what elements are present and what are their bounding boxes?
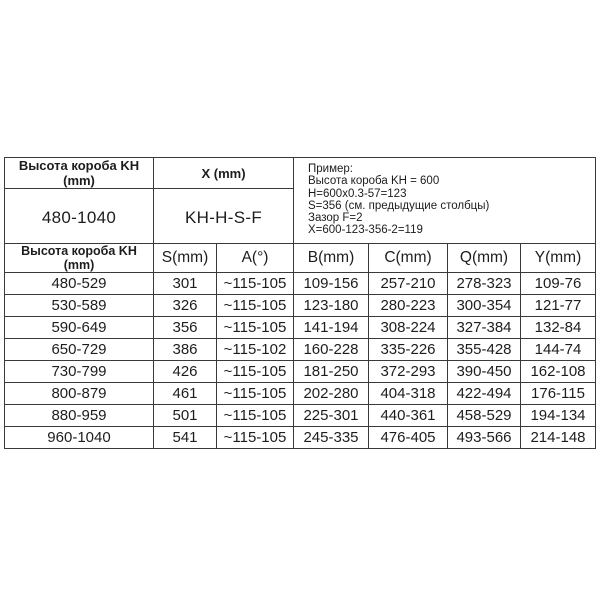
- table-cell: 109-76: [521, 273, 596, 295]
- table-cell: 590-649: [5, 317, 154, 339]
- table-cell: 257-210: [369, 273, 448, 295]
- table-cell: 225-301: [294, 405, 369, 427]
- table-cell: 326: [154, 295, 217, 317]
- table-cell: 160-228: [294, 339, 369, 361]
- table-cell: ~115-105: [217, 361, 294, 383]
- table-cell: 390-450: [448, 361, 521, 383]
- table-cell: 426: [154, 361, 217, 383]
- summary-header-row: [5, 158, 596, 189]
- example-cell: [294, 158, 596, 248]
- table-cell: 141-194: [294, 317, 369, 339]
- table-cell: 461: [154, 383, 217, 405]
- table-cell: 301: [154, 273, 217, 295]
- column-header: Высота короба KH (mm): [5, 244, 154, 273]
- table-cell: 541: [154, 427, 217, 449]
- table-cell: 308-224: [369, 317, 448, 339]
- table-cell: ~115-105: [217, 427, 294, 449]
- table-cell: 123-180: [294, 295, 369, 317]
- column-header: S(mm): [154, 244, 217, 273]
- table-cell: 355-428: [448, 339, 521, 361]
- table-cell: 335-226: [369, 339, 448, 361]
- table-cell: 194-134: [521, 405, 596, 427]
- table-cell: 214-148: [521, 427, 596, 449]
- kh-range-header: Высота короба KH (mm): [5, 158, 154, 189]
- table-cell: ~115-105: [217, 295, 294, 317]
- table-row: [5, 273, 596, 295]
- table-cell: 960-1040: [5, 427, 154, 449]
- table-cell: 181-250: [294, 361, 369, 383]
- column-header: Y(mm): [521, 244, 596, 273]
- table-cell: 300-354: [448, 295, 521, 317]
- table-row: [5, 361, 596, 383]
- table-row: [5, 405, 596, 427]
- example-line: H=600x0.3-57=123: [308, 187, 407, 200]
- example-line: S=356 (см. предыдущие столбцы): [308, 199, 490, 212]
- table-cell: 458-529: [448, 405, 521, 427]
- example-line: Зазор F=2: [308, 212, 363, 225]
- table-cell: 109-156: [294, 273, 369, 295]
- table-cell: 440-361: [369, 405, 448, 427]
- table-cell: 162-108: [521, 361, 596, 383]
- table-cell: 327-384: [448, 317, 521, 339]
- table-cell: 132-84: [521, 317, 596, 339]
- table-cell: 144-74: [521, 339, 596, 361]
- dimension-table: [4, 243, 596, 449]
- column-header: Q(mm): [448, 244, 521, 273]
- table-cell: ~115-105: [217, 405, 294, 427]
- table-cell: 480-529: [5, 273, 154, 295]
- table-row: [5, 295, 596, 317]
- table-cell: 121-77: [521, 295, 596, 317]
- example-line: Пример:: [308, 163, 353, 175]
- table-cell: 493-566: [448, 427, 521, 449]
- table-cell: 404-318: [369, 383, 448, 405]
- column-header: B(mm): [294, 244, 369, 273]
- table-cell: 880-959: [5, 405, 154, 427]
- table-cell: 176-115: [521, 383, 596, 405]
- table-row: [5, 339, 596, 361]
- table-cell: 422-494: [448, 383, 521, 405]
- table-cell: ~115-105: [217, 273, 294, 295]
- table-cell: 476-405: [369, 427, 448, 449]
- example-line: X=600-123-356-2=119: [308, 224, 423, 237]
- table-cell: 372-293: [369, 361, 448, 383]
- table-row: [5, 383, 596, 405]
- table-cell: 800-879: [5, 383, 154, 405]
- table-row: [5, 317, 596, 339]
- column-header: C(mm): [369, 244, 448, 273]
- main-table-body: [5, 273, 596, 449]
- table-cell: 202-280: [294, 383, 369, 405]
- table-row: [5, 427, 596, 449]
- example-line: Высота короба KH = 600: [308, 175, 440, 188]
- summary-table: [4, 157, 596, 248]
- table-cell: 530-589: [5, 295, 154, 317]
- table-cell: 280-223: [369, 295, 448, 317]
- table-cell: 278-323: [448, 273, 521, 295]
- table-cell: 730-799: [5, 361, 154, 383]
- table-cell: 245-335: [294, 427, 369, 449]
- table-cell: 501: [154, 405, 217, 427]
- table-cell: ~115-102: [217, 339, 294, 361]
- column-header: A(°): [217, 244, 294, 273]
- x-formula-header: X (mm): [154, 158, 294, 189]
- table-cell: 650-729: [5, 339, 154, 361]
- table-cell: ~115-105: [217, 317, 294, 339]
- table-cell: ~115-105: [217, 383, 294, 405]
- table-cell: 356: [154, 317, 217, 339]
- table-cell: 386: [154, 339, 217, 361]
- kh-range-value: 480-1040: [5, 189, 154, 248]
- dimension-header-row: [5, 244, 596, 273]
- x-formula-value: KH-H-S-F: [154, 189, 294, 248]
